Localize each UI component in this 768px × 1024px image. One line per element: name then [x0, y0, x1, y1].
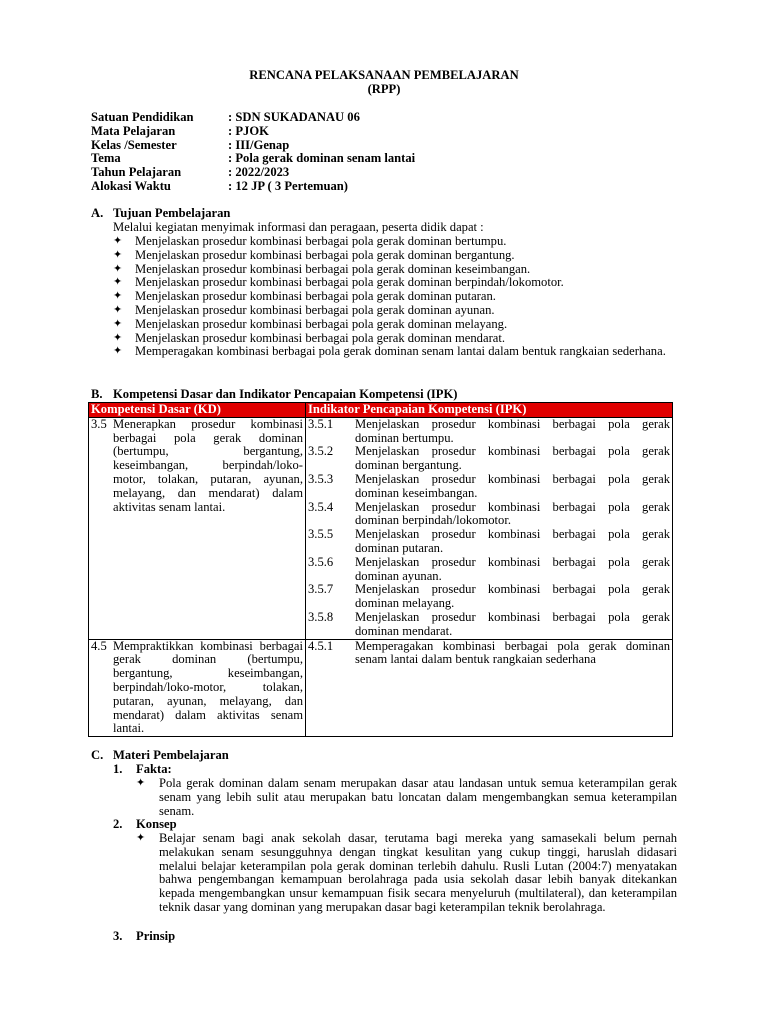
kd-cell — [89, 639, 306, 737]
kd-number: 4.5 — [91, 638, 107, 653]
info-value: : Pola gerak dominan senam lantai — [228, 151, 416, 166]
info-row-satuan — [91, 111, 415, 125]
section-letter: A. — [91, 206, 104, 220]
section-a-heading — [91, 207, 230, 221]
section-letter: B. — [91, 387, 103, 401]
info-label: Satuan Pendidikan — [91, 110, 194, 124]
konsep-text: Belajar senam bagi anak sekolah dasar, terutama bagi mereka yang samasekali belum pernah melakukan senam sesungguhnya dengan tingkat kesulitan yang cukup tinggi, haruslah didasari melalui belajar keterampilan pola gerak dominan terlebih dahulu. Rusli Lutan (2004:7) menyatakan bahwa pengembangan kemampuan berolahraga pada usia sekolah dasar lebih banyak ditekankan kepada mengembangkan unsur kemampuan fisik secara menyeluruh (multilateral), dan keterampilan teknik dasar yang dominan yang merupakan dasar bagi keterampilan teknik berolahraga. — [159, 831, 677, 914]
section-a-intro: Melalui kegiatan menyimak informasi dan peragaan, peserta didik dapat : — [113, 220, 484, 234]
identity-block — [91, 111, 415, 194]
info-label: Tahun Pelajaran — [91, 165, 182, 180]
star-bullet-icon: ✦ — [136, 832, 146, 844]
indicator-item: 3.5.7 Menjelaskan prosedur kombinasi berbagai pola gerak dominan melayang. — [308, 582, 670, 611]
star-bullet-icon: ✦ — [113, 317, 123, 330]
column-header-kd: Kompetensi Dasar (KD) — [89, 403, 306, 418]
list-item: ✦ Menjelaskan prosedur kombinasi berbagai pola gerak dominan keseimbangan. — [113, 261, 531, 276]
konsep-heading: 2. Konsep — [113, 817, 177, 831]
document-title: RENCANA PELAKSANAAN PEMBELAJARAN — [249, 68, 519, 82]
ipk-cell — [306, 417, 673, 639]
info-label: Mata Pelajaran — [91, 123, 176, 138]
star-bullet-icon: ✦ — [113, 303, 123, 316]
list-item: ✦ Menjelaskan prosedur kombinasi berbagai pola gerak dominan melayang. — [113, 316, 508, 331]
info-label: Kelas /Semester — [91, 137, 177, 152]
indicator-item: 3.5.8 Menjelaskan prosedur kombinasi berbagai pola gerak dominan mendarat. — [308, 609, 670, 638]
star-bullet-icon: ✦ — [113, 345, 123, 358]
list-item: ✦ Memperagakan kombinasi berbagai pola gerak dominan senam lantai dalam bentuk rangkaian sederhana. — [113, 344, 666, 359]
info-row-kelas — [91, 139, 415, 153]
star-bullet-icon: ✦ — [113, 290, 123, 303]
info-row-alokasi — [91, 180, 415, 194]
fakta-heading: 1. Fakta: — [113, 762, 172, 776]
kd-number: 3.5 — [91, 416, 107, 431]
indicator-item: 4.5.1 Memperagakan kombinasi berbagai pola gerak dominan senam lantai dalam bentuk rangkaian sederhana — [308, 638, 670, 667]
section-title: Kompetensi Dasar dan Indikator Pencapaian Kompetensi (IPK) — [113, 387, 458, 401]
star-bullet-icon: ✦ — [113, 262, 123, 275]
indicator-item: 3.5.1 Menjelaskan prosedur kombinasi berbagai pola gerak dominan bertumpu. — [308, 416, 670, 445]
info-label: Alokasi Waktu — [91, 178, 171, 193]
star-bullet-icon: ✦ — [113, 276, 123, 289]
column-header-ipk: Indikator Pencapaian Kompetensi (IPK) — [306, 403, 673, 418]
indicator-item: 3.5.2 Menjelaskan prosedur kombinasi berbagai pola gerak dominan bergantung. — [308, 444, 670, 473]
section-b-heading — [91, 388, 458, 402]
info-value: : 12 JP ( 3 Pertemuan) — [228, 178, 348, 193]
indicator-item: 3.5.6 Menjelaskan prosedur kombinasi berbagai pola gerak dominan ayunan. — [308, 554, 670, 583]
list-item: ✦ Menjelaskan prosedur kombinasi berbagai pola gerak dominan mendarat. — [113, 330, 505, 345]
objectives-list — [113, 235, 677, 359]
kd-cell — [89, 417, 306, 639]
list-item: ✦ Menjelaskan prosedur kombinasi berbagai pola gerak dominan ayunan. — [113, 302, 495, 317]
star-bullet-icon: ✦ — [136, 777, 146, 789]
list-item: ✦ Menjelaskan prosedur kombinasi berbagai pola gerak dominan bertumpu. — [113, 234, 507, 248]
kd-text: Menerapkan prosedur kombinasi berbagai pola gerak dominan (bertumpu, bergantung, keseimbangan, berpindah/loko-motor, tolakan, putaran, ayunan, melayang, dan mendarat) dalam aktivitas senam lantai. — [113, 416, 303, 514]
list-item: ✦ Menjelaskan prosedur kombinasi berbagai pola gerak dominan bergantung. — [113, 247, 515, 262]
kd-text: Mempraktikkan kombinasi berbagai gerak dominan (bertumpu, bergantung, keseimbangan, berpindah/loko-motor, tolakan, putaran, ayunan, melayang, dan mendarat) dalam aktivitas senam lantai. — [113, 638, 303, 736]
info-value: : SDN SUKADANAU 06 — [228, 110, 360, 124]
competency-table — [88, 402, 673, 737]
fakta-item — [136, 777, 677, 818]
table-row — [89, 639, 673, 737]
info-row-tema — [91, 152, 415, 166]
ipk-cell — [306, 639, 673, 737]
section-letter: C. — [91, 748, 104, 762]
info-value: : III/Genap — [228, 137, 290, 152]
section-c-heading — [91, 749, 229, 763]
fakta-text: Pola gerak dominan dalam senam merupakan dasar atau landasan untuk semua keterampilan gerak senam yang lebih sulit atau merupakan batu loncatan dalam mengembangkan semua keterampilan senam. — [159, 776, 677, 818]
star-bullet-icon: ✦ — [113, 248, 123, 261]
section-title: Materi Pembelajaran — [113, 748, 229, 762]
info-value: : 2022/2023 — [228, 165, 290, 180]
prinsip-heading: 3. Prinsip — [113, 929, 176, 943]
star-bullet-icon: ✦ — [113, 331, 123, 344]
star-bullet-icon: ✦ — [113, 235, 123, 247]
document-subtitle: (RPP) — [367, 82, 401, 96]
info-row-tahun — [91, 166, 415, 180]
indicator-item: 3.5.3 Menjelaskan prosedur kombinasi berbagai pola gerak dominan keseimbangan. — [308, 471, 670, 500]
list-item: ✦ Menjelaskan prosedur kombinasi berbagai pola gerak dominan berpindah/lokomotor. — [113, 275, 564, 290]
konsep-item — [136, 832, 677, 915]
info-row-mapel — [91, 125, 415, 139]
list-item: ✦ Menjelaskan prosedur kombinasi berbagai pola gerak dominan putaran. — [113, 289, 496, 304]
indicator-item: 3.5.4 Menjelaskan prosedur kombinasi berbagai pola gerak dominan berpindah/lokomotor. — [308, 499, 670, 528]
section-title: Tujuan Pembelajaran — [113, 206, 231, 220]
info-label: Tema — [91, 151, 121, 166]
indicator-item: 3.5.5 Menjelaskan prosedur kombinasi berbagai pola gerak dominan putaran. — [308, 527, 670, 555]
table-row — [89, 417, 673, 639]
info-value: : PJOK — [228, 123, 269, 138]
table-header-row — [89, 403, 673, 418]
